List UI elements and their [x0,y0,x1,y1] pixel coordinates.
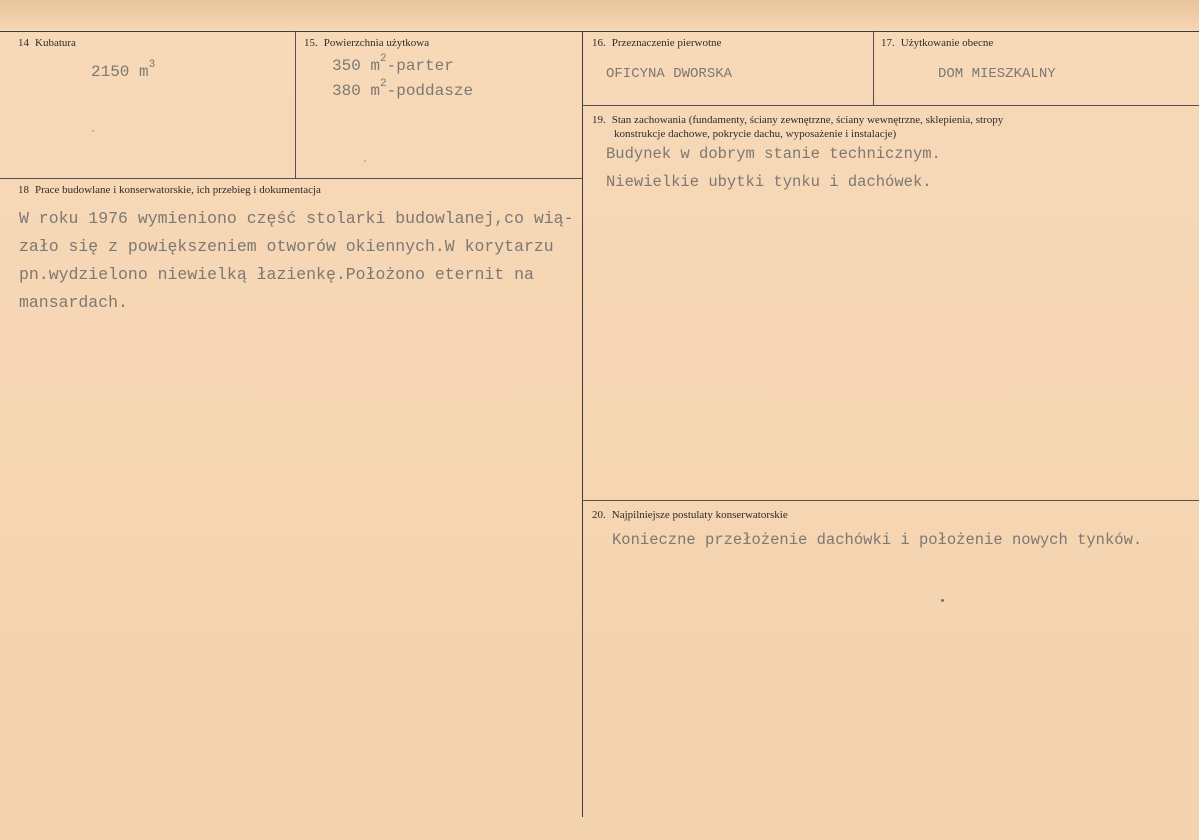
field-15-line-1 [332,53,454,75]
field-14-label [18,37,76,49]
field-19-text [606,140,941,196]
field-18-line-3: pn.wydzielono niewielką łazienkę.Położono eternit na [19,265,534,284]
field-19-label-cont: konstrukcje dachowe, pokrycie dachu, wyposażenie i instalacje) [614,128,897,140]
field-20-value: Konieczne przełożenie dachówki i położenie nowych tynków. [612,531,1143,549]
field-15-label [304,37,429,49]
field-19-title-1: Stan zachowania (fundamenty, ściany zewnętrzne, ściany wewnętrzne, sklepienia, stropy [611,114,1004,126]
field-20-number: 20. [592,509,606,521]
field-16-title: Przeznaczenie pierwotne [611,37,722,49]
kubatura-unit-sup: 3 [148,59,156,71]
field-18-text [19,205,574,317]
field-14-title: Kubatura [35,37,76,49]
field-19-line-1: Budynek w dobrym stanie technicznym. [606,145,941,163]
field-19-line-2: Niewielkie ubytki tynku i dachówek. [606,173,932,191]
field-17-value: DOM MIESZKALNY [938,66,1056,82]
field-18-line-2: zało się z powiększeniem otworów okiennych.W korytarzu [19,237,554,256]
field-17-label [881,37,993,49]
field-19-number: 19. [592,114,606,126]
area-ground-value: 350 m [332,57,381,75]
field-18-title: Prace budowlane i konserwatorskie, ich przebieg i dokumentacja [35,184,321,196]
field-19-label [592,114,1003,126]
field-16-label [592,37,721,49]
field-17-number: 17. [881,37,895,49]
divider-14-15 [295,31,296,178]
field-14-value [91,59,156,81]
top-rule [0,31,1199,32]
rule-under-14-15 [0,178,582,179]
field-15-line-2 [332,78,474,100]
rule-above-20 [582,500,1199,501]
field-18-label [18,184,321,196]
field-16-value: OFICYNA DWORSKA [606,66,733,82]
main-vertical-divider [582,31,583,817]
field-16-number: 16. [592,37,606,49]
rule-under-16-17 [582,105,1199,106]
area-attic-value: 380 m [332,82,381,100]
area-ground-sup: 2 [380,53,387,65]
field-20-title: Najpilniejsze postulaty konserwatorskie [611,509,788,521]
area-attic-sup: 2 [380,78,387,90]
paper-speck [364,160,366,162]
area-ground-suffix: -parter [386,57,454,75]
card-top-edge [0,0,1199,30]
field-17-title: Użytkowanie obecne [900,37,994,49]
divider-16-17 [873,31,874,105]
field-14-number: 14 [18,37,29,49]
field-18-line-4: mansardach. [19,293,128,312]
paper-speck [92,130,94,132]
paper-speck [941,599,944,602]
field-15-title: Powierzchnia użytkowa [323,37,430,49]
field-18-number: 18 [18,184,29,196]
kubatura-value: 2150 m [91,63,149,81]
field-20-label [592,509,788,521]
field-15-number: 15. [304,37,318,49]
field-18-line-1: W roku 1976 wymieniono część stolarki budowlanej,co wią- [19,209,574,228]
area-attic-suffix: -poddasze [386,82,474,100]
